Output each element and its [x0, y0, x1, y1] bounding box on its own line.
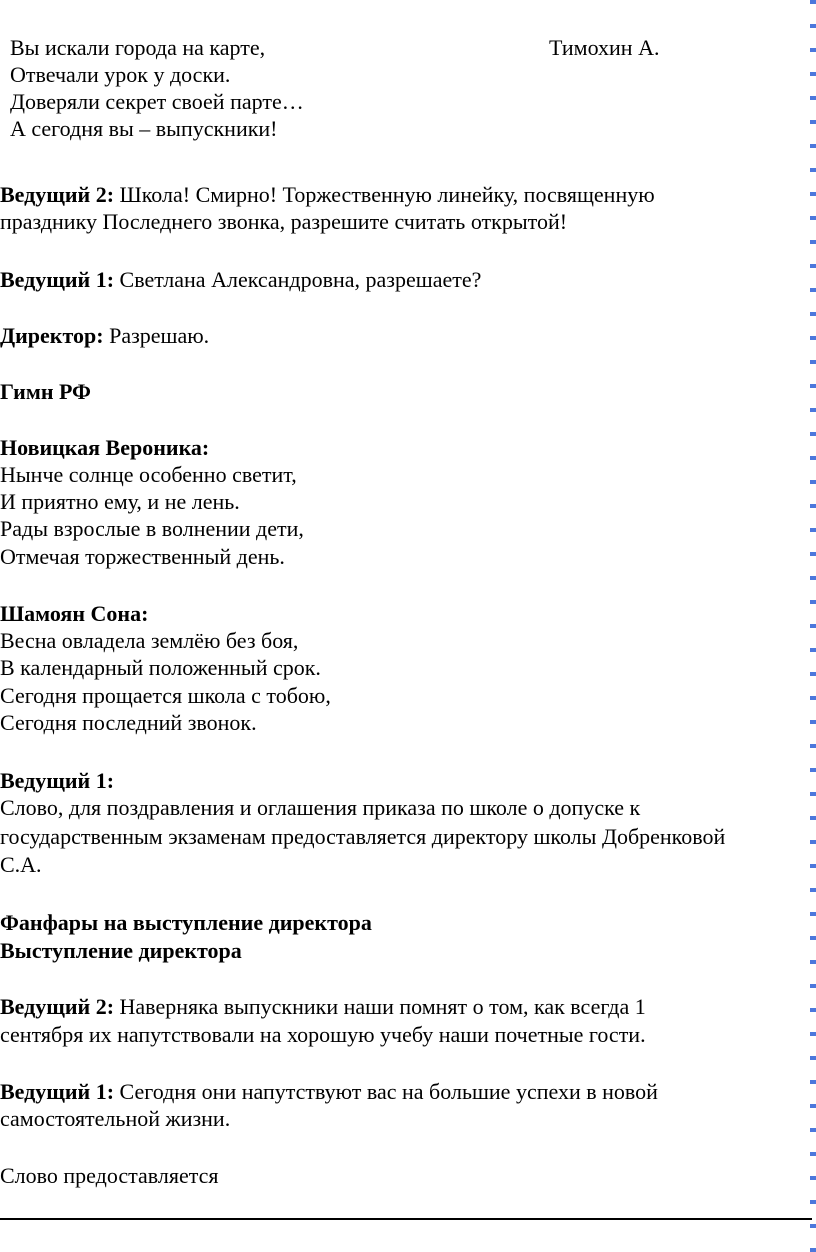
paragraph-line: государственным экзаменам предоставляется директору школы Добренковой	[0, 824, 726, 849]
speaker-label: Ведущий 1:	[0, 768, 115, 793]
paragraph-line: Слово предоставляется	[0, 1163, 219, 1188]
speaker-label: Ведущий 2:	[0, 994, 115, 1019]
poem-line: А сегодня вы – выпускники!	[10, 116, 278, 141]
paragraph-line	[0, 1078, 658, 1106]
poem-line: Нынче солнце особенно светит,	[0, 462, 297, 487]
paragraph-line	[0, 181, 655, 209]
poem-line: И приятно ему, и не лень.	[0, 489, 240, 514]
speaker-label: Шамоян Сона:	[0, 601, 149, 626]
paragraph-line: празднику Последнего звонка, разрешите считать открытой!	[0, 209, 568, 234]
section-heading: Гимн РФ	[0, 379, 91, 404]
paragraph-line: сентября их напутствовали на хорошую учебу наши почетные гости.	[0, 1022, 646, 1047]
poem-line: Отмечая торжественный день.	[0, 544, 285, 569]
poem-author: Тимохин А.	[549, 35, 660, 60]
speaker-label: Новицкая Вероника:	[0, 435, 210, 460]
page-divider	[0, 1218, 812, 1220]
paragraph-line: С.А.	[0, 852, 42, 877]
poem-line: Отвечали урок у доски.	[10, 62, 231, 87]
poem-line: В календарный положенный срок.	[0, 655, 321, 680]
paragraph-line: самостоятельной жизни.	[0, 1106, 231, 1131]
page-edge-marker	[810, 0, 816, 1252]
speech-text: Разрешаю.	[103, 323, 210, 348]
speaker-label: Ведущий 1:	[0, 1079, 115, 1104]
speech-text: Светлана Александровна, разрешаете?	[114, 267, 482, 292]
poem-line: Рады взрослые в волнении дети,	[0, 516, 304, 541]
speech-text: Школа! Смирно! Торжественную линейку, посвященную	[114, 182, 655, 207]
paragraph-line	[0, 993, 646, 1021]
poem-line: Весна овладела землёю без боя,	[0, 628, 299, 653]
section-heading: Выступление директора	[0, 938, 242, 963]
poem-line: Сегодня последний звонок.	[0, 710, 257, 735]
poem-line: Доверяли секрет своей парте…	[10, 89, 304, 114]
speech-text: Сегодня они напутствуют вас на большие успехи в новой	[114, 1079, 658, 1104]
speaker-label: Ведущий 1:	[0, 267, 115, 292]
paragraph-line	[0, 266, 481, 294]
poem-line: Сегодня прощается школа с тобою,	[0, 683, 331, 708]
speaker-label: Ведущий 2:	[0, 182, 115, 207]
speaker-label: Директор:	[0, 323, 104, 348]
speech-text: Наверняка выпускники наши помнят о том, как всегда 1	[114, 994, 646, 1019]
paragraph-line: Слово, для поздравления и оглашения приказа по школе о допуске к	[0, 795, 641, 820]
poem-line: Вы искали города на карте,	[10, 35, 266, 60]
paragraph-line	[0, 322, 209, 350]
section-heading: Фанфары на выступление директора	[0, 910, 372, 935]
